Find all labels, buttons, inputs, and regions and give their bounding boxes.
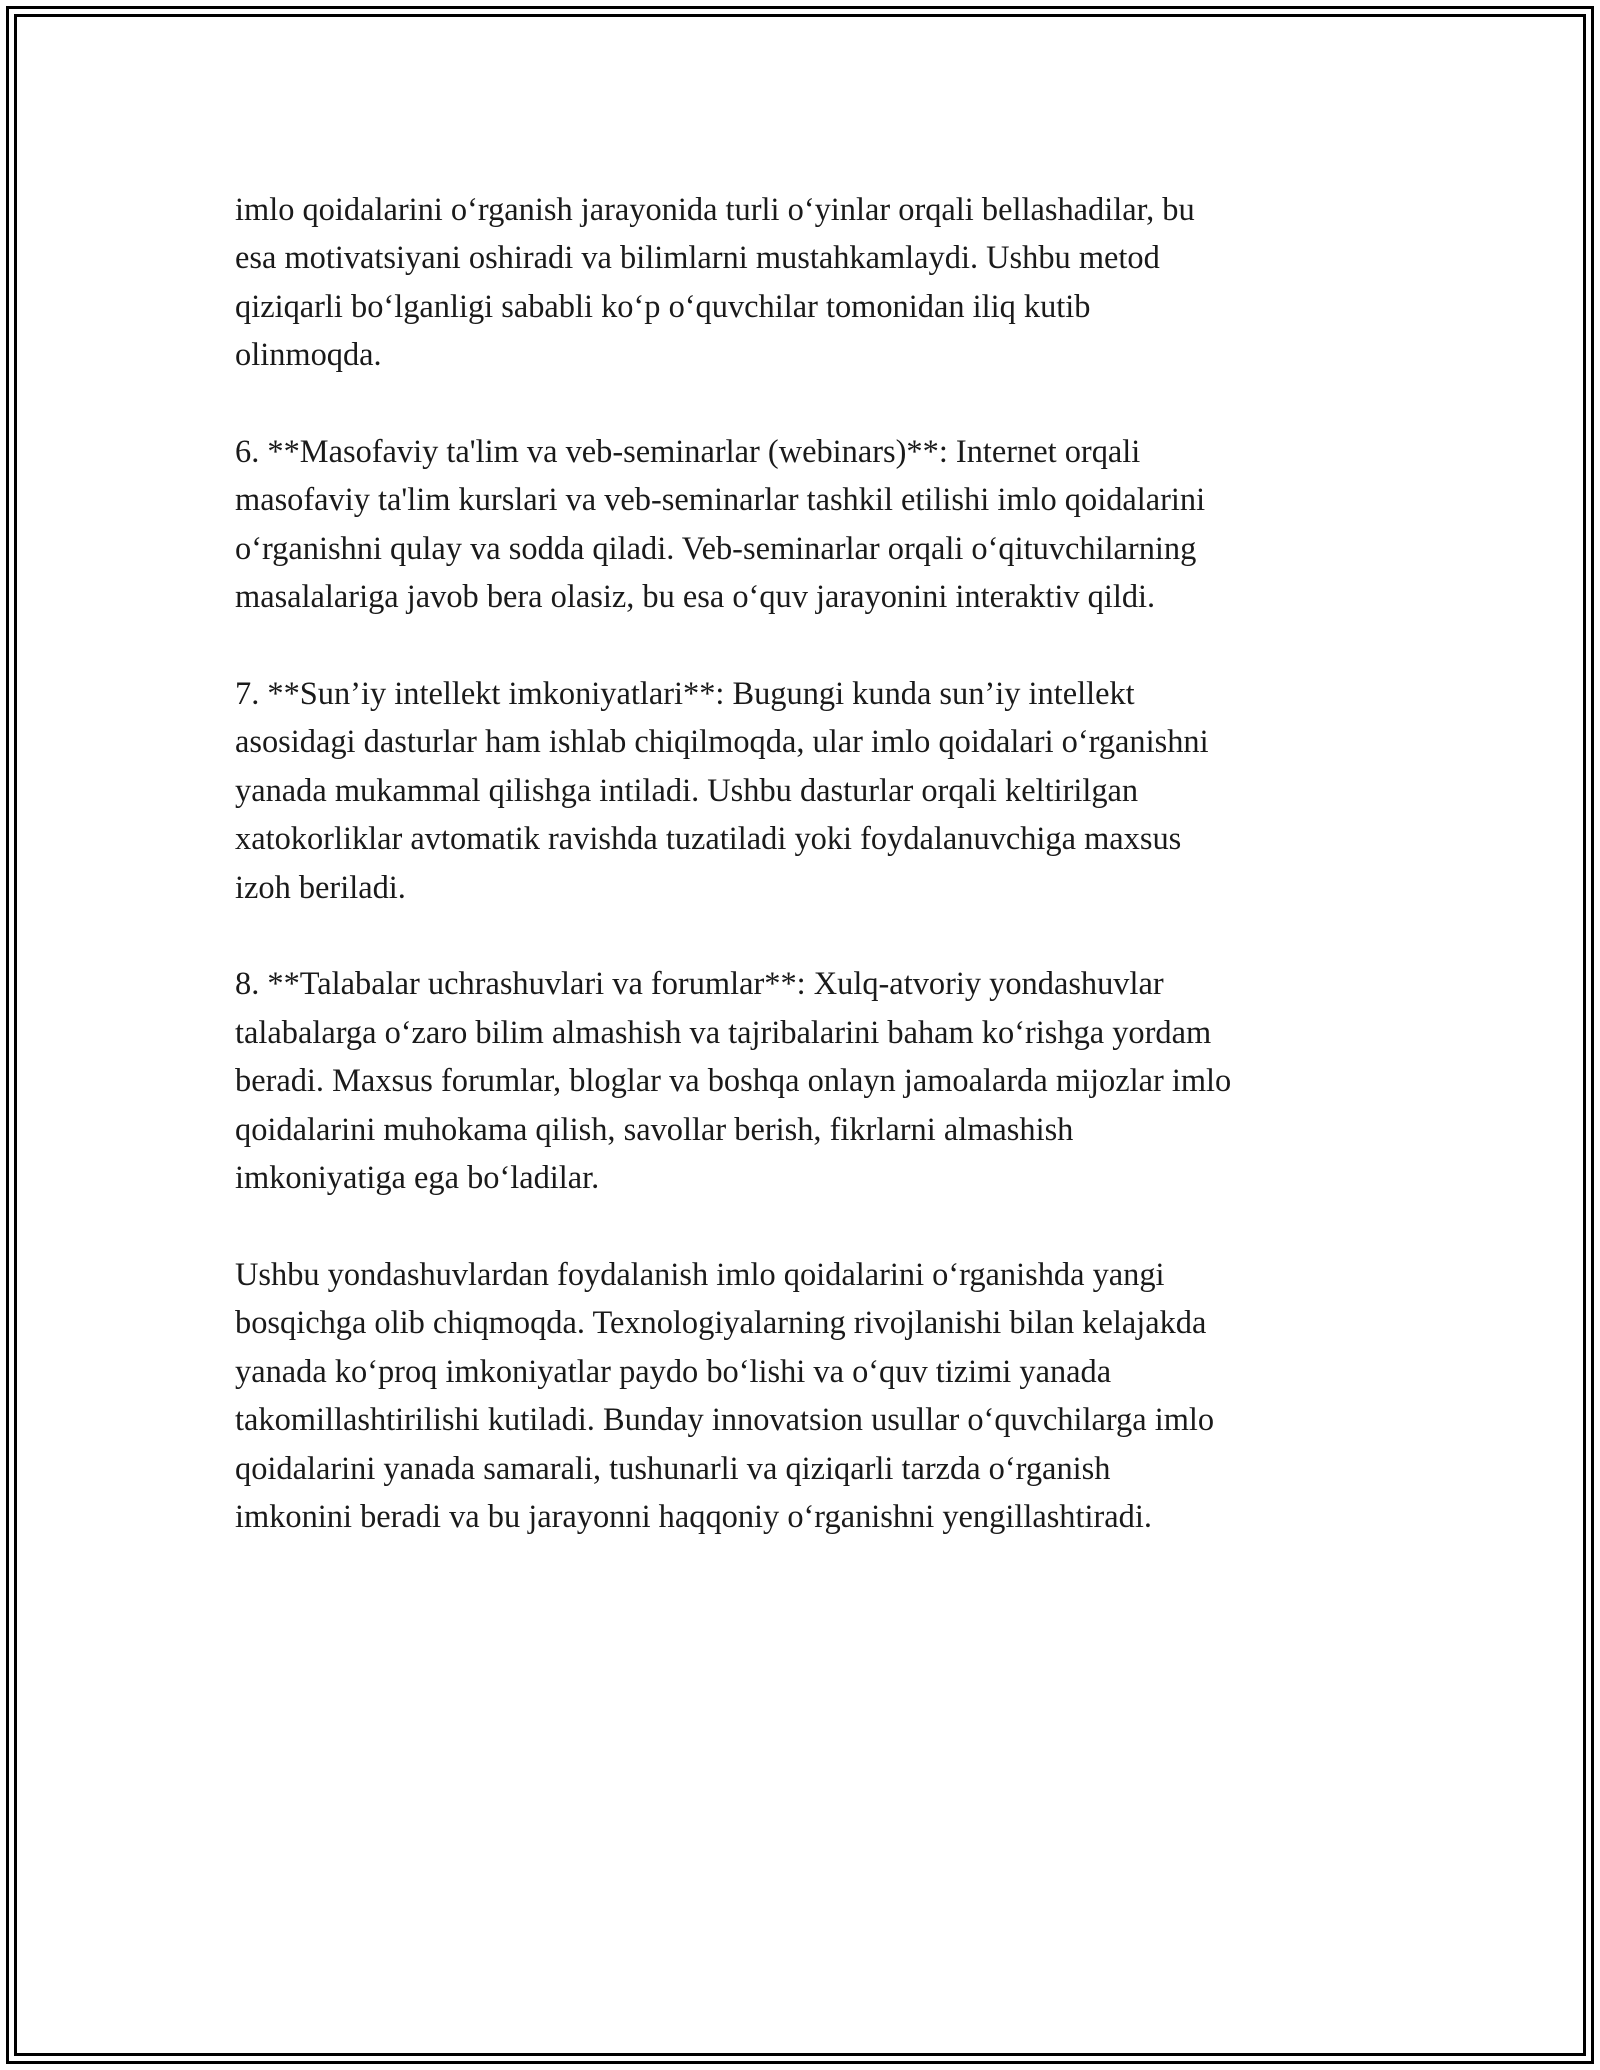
- paragraph-conclusion: [235, 1251, 1385, 1541]
- text-line: xatokorliklar avtomatik ravishda tuzatiladi yoki foydalanuvchiga maxsus: [235, 821, 1182, 858]
- text-line: 7. **Sun’iy intellekt imkoniyatlari**: Bugungi kunda sun’iy intellekt: [235, 676, 1135, 713]
- text-line: qiziqarli bo‘lganligi sababli ko‘p o‘quvchilar tomonidan iliq kutib: [235, 288, 1091, 325]
- text-line: 8. **Talabalar uchrashuvlari va forumlar**: Xulq-atvoriy yondashuvlar: [235, 966, 1164, 1003]
- text-line: izoh beriladi.: [235, 869, 406, 906]
- document-body: [235, 186, 1385, 1590]
- text-line: imlo qoidalarini o‘rganish jarayonida turli o‘yinlar orqali bellashadilar, bu: [235, 192, 1195, 228]
- text-line: takomillashtirilishi kutiladi. Bunday innovatsion usullar o‘quvchilarga imlo: [235, 1402, 1215, 1439]
- text-line: talabalarga o‘zaro bilim almashish va tajribalarini baham ko‘rishga yordam: [235, 1014, 1212, 1051]
- text-line: Ushbu yondashuvlardan foydalanish imlo qoidalarini o‘rganishda yangi: [235, 1256, 1165, 1293]
- text-line: olinmoqda.: [235, 337, 382, 374]
- text-line: masalalariga javob bera olasiz, bu esa o‘quv jarayonini interaktiv qildi.: [235, 579, 1156, 616]
- paragraph-item-7: [235, 670, 1385, 912]
- text-line: yanada ko‘proq imkoniyatlar paydo bo‘lishi va o‘quv tizimi yanada: [235, 1353, 1112, 1390]
- text-line: qoidalarini yanada samarali, tushunarli va qiziqarli tarzda o‘rganish: [235, 1450, 1111, 1487]
- paragraph-item-8: [235, 960, 1385, 1202]
- text-line: imkoniyatiga ega bo‘ladilar.: [235, 1160, 600, 1197]
- text-line: 6. **Masofaviy ta'lim va veb-seminarlar (webinars)**: Internet orqali: [235, 434, 1141, 471]
- text-line: beradi. Maxsus forumlar, bloglar va boshqa onlayn jamoalarda mijozlar imlo: [235, 1063, 1232, 1100]
- text-line: o‘rganishni qulay va sodda qiladi. Veb-seminarlar orqali o‘qituvchilarning: [235, 530, 1197, 567]
- text-line: imkonini beradi va bu jarayonni haqqoniy o‘rganishni yengillashtiradi.: [235, 1498, 1152, 1535]
- text-line: esa motivatsiyani oshiradi va bilimlarni mustahkamlaydi. Ushbu metod: [235, 240, 1160, 277]
- paragraph-item-6: [235, 428, 1385, 622]
- text-line: asosidagi dasturlar ham ishlab chiqilmoqda, ular imlo qoidalari o‘rganishni: [235, 724, 1209, 761]
- text-line: masofaviy ta'lim kurslari va veb-seminarlar tashkil etilishi imlo qoidalarini: [235, 482, 1206, 519]
- text-line: bosqichga olib chiqmoqda. Texnologiyalarning rivojlanishi bilan kelajakda: [235, 1305, 1207, 1342]
- paragraph-intro-continuation: [235, 186, 1385, 380]
- text-line: qoidalarini muhokama qilish, savollar berish, fikrlarni almashish: [235, 1111, 1074, 1148]
- text-line: yanada mukammal qilishga intiladi. Ushbu dasturlar orqali keltirilgan: [235, 772, 1139, 809]
